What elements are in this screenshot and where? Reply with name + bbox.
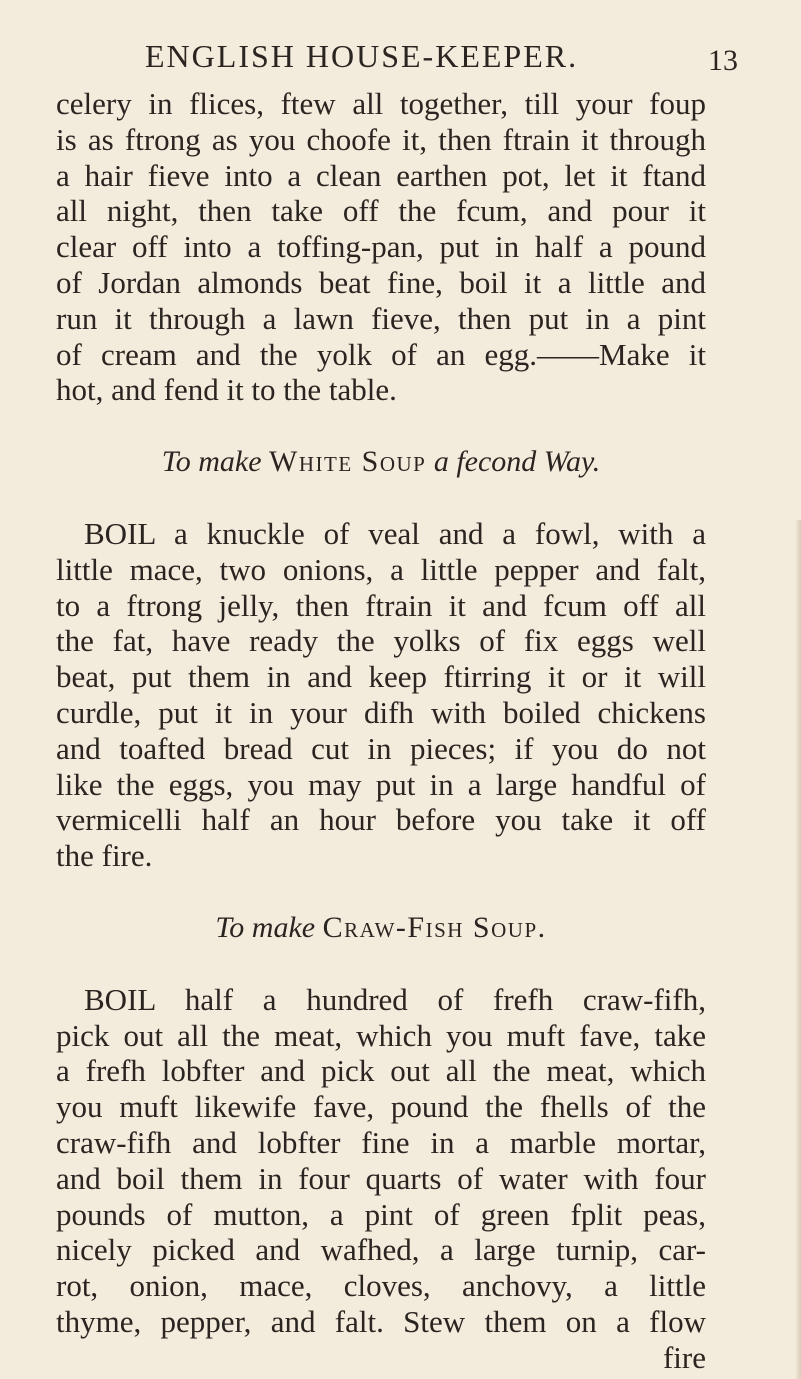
- catchword: fire: [662, 1339, 706, 1375]
- text-line: and toafted bread cut in pieces; if you do not: [56, 730, 706, 766]
- text-line: clear off into a toffing-pan, put in half a pound: [56, 229, 706, 265]
- text-line: craw-fifh and lobfter fine in a marble mortar,: [56, 1124, 706, 1160]
- text-line: BOIL a knuckle of veal and a fowl, with a: [84, 515, 706, 551]
- recipe-heading-craw-fish-soup: [56, 910, 706, 946]
- paragraph-continued: [56, 86, 706, 408]
- text-line: little mace, two onions, a little pepper and falt,: [56, 551, 706, 587]
- text-line: is as ftrong as you choofe it, then ftrain it through: [56, 121, 706, 157]
- text-line: the fat, have ready the yolks of fix eggs well: [56, 623, 706, 659]
- text-line: beat, put them in and keep ftirring it or it will: [56, 659, 706, 695]
- text-line: of Jordan almonds beat fine, boil it a little and: [56, 264, 706, 300]
- text-line: of cream and the yolk of an egg.——Make it: [56, 336, 706, 372]
- text-line: and boil them in four quarts of water with four: [56, 1160, 706, 1196]
- text-line: to a ftrong jelly, then ftrain it and fcum off all: [56, 587, 706, 623]
- heading-prefix: To make: [161, 445, 262, 479]
- text-line: celery in flices, ftew all together, till your foup: [56, 86, 706, 121]
- page-edge-shadow: [795, 520, 801, 1379]
- text-line: all night, then take off the fcum, and pour it: [56, 193, 706, 229]
- text-line: pounds of mutton, a pint of green fplit peas,: [56, 1196, 706, 1232]
- text-line: curdle, put it in your difh with boiled chickens: [56, 694, 706, 730]
- recipe-heading-white-soup: [56, 444, 706, 480]
- page-number: 13: [708, 44, 738, 77]
- text-line: the fire.: [56, 838, 153, 874]
- text-line: nicely picked and wafhed, a large turnip, car-: [56, 1232, 706, 1268]
- heading-prefix: To make: [215, 910, 316, 944]
- running-header: ENGLISH HOUSE-KEEPER.: [145, 38, 579, 74]
- paragraph-white-soup: [56, 516, 706, 874]
- heading-title: White Soup: [269, 445, 427, 479]
- text-line: you muft likewife fave, pound the fhells of the: [56, 1089, 706, 1125]
- paragraph-craw-fish-soup: [56, 982, 706, 1376]
- page-body: [56, 86, 706, 1376]
- text-line: run it through a lawn fieve, then put in a pint: [56, 300, 706, 336]
- heading-suffix: a fecond Way.: [433, 445, 601, 479]
- text-line: thyme, pepper, and falt. Stew them on a flow: [56, 1303, 706, 1339]
- heading-title: Craw-Fish Soup.: [322, 910, 547, 944]
- text-line: rot, onion, mace, cloves, anchovy, a little: [56, 1268, 706, 1304]
- text-line: BOIL half a hundred of frefh craw-fifh,: [84, 981, 706, 1017]
- text-line: vermicelli half an hour before you take it off: [56, 802, 706, 838]
- text-line: like the eggs, you may put in a large handful of: [56, 766, 706, 802]
- text-line: hot, and fend it to the table.: [56, 372, 397, 408]
- text-line: a frefh lobfter and pick out all the meat, which: [56, 1053, 706, 1089]
- text-line: pick out all the meat, which you muft fave, take: [56, 1017, 706, 1053]
- text-line: a hair fieve into a clean earthen pot, let it ftand: [56, 157, 706, 193]
